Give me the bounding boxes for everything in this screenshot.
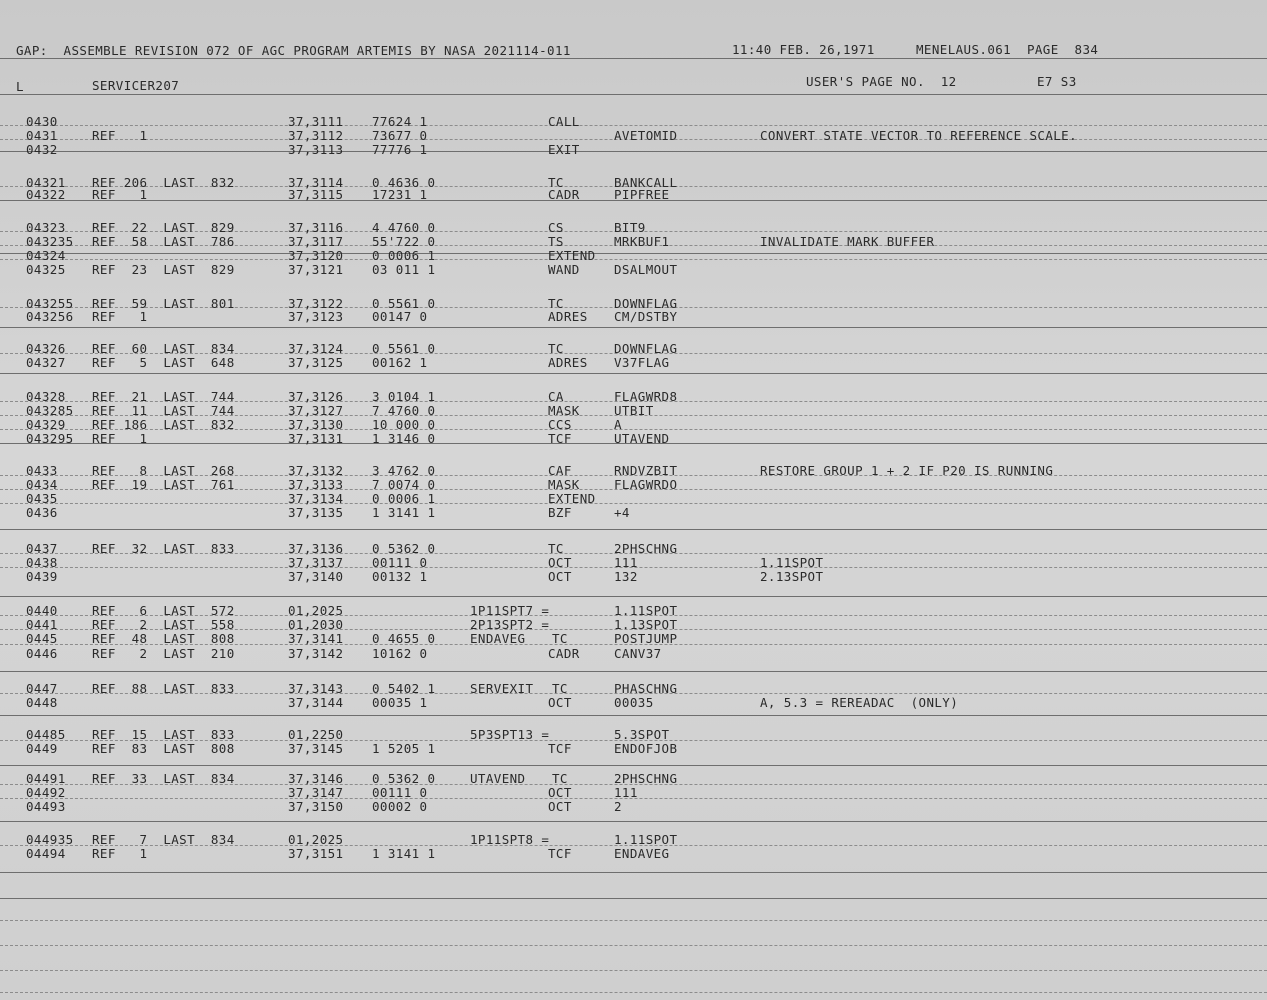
paper-rule (0, 253, 1267, 254)
row-loc: 04323 (26, 220, 66, 235)
row-loc: 04326 (26, 341, 66, 356)
row-word: 0 0006 1 (372, 248, 436, 263)
row-addr: 37,3147 (288, 785, 344, 800)
row-addr: 37,3135 (288, 505, 344, 520)
row-addr: 37,3133 (288, 477, 344, 492)
row-operand: 2 (614, 799, 622, 814)
row-operand: AVETOMID (614, 128, 678, 143)
row-operand: 2PHSCHNG (614, 771, 678, 786)
row-loc: 0439 (26, 569, 58, 584)
row-ref: REF 15 LAST 833 (92, 727, 235, 742)
row-ref: REF 58 LAST 786 (92, 234, 235, 249)
row-ref: REF 1 (92, 187, 148, 202)
row-op: EXTEND (548, 248, 596, 263)
row-loc: 0433 (26, 463, 58, 478)
row-operand: ENDAVEG (614, 846, 670, 861)
row-comment: 1.11SPOT (760, 555, 824, 570)
row-operand: UTBIT (614, 403, 654, 418)
row-loc: 04325 (26, 262, 66, 277)
row-loc: 043285 (26, 403, 74, 418)
row-op: TC (548, 341, 564, 356)
row-word: 1 5205 1 (372, 741, 436, 756)
row-op: CCS (548, 417, 572, 432)
row-operand: 132 (614, 569, 638, 584)
row-word: 0 5561 0 (372, 341, 436, 356)
row-addr: 37,3115 (288, 187, 344, 202)
row-loc: 0440 (26, 603, 58, 618)
row-loc: 0447 (26, 681, 58, 696)
row-op: TCF (548, 431, 572, 446)
row-addr: 37,3151 (288, 846, 344, 861)
row-ref: REF 11 LAST 744 (92, 403, 235, 418)
row-word: 00111 0 (372, 555, 428, 570)
row-ref: REF 83 LAST 808 (92, 741, 235, 756)
paper-rule-dashed (0, 125, 1267, 126)
row-op: TC (552, 631, 568, 646)
paper-rule (0, 327, 1267, 328)
row-word: 0 0006 1 (372, 491, 436, 506)
row-loc: 04491 (26, 771, 66, 786)
row-operand: CM/DSTBY (614, 309, 678, 324)
row-addr: 37,3134 (288, 491, 344, 506)
row-ref: REF 1 (92, 128, 148, 143)
row-addr: 37,3113 (288, 142, 344, 157)
row-word: 77624 1 (372, 114, 428, 129)
row-word: 00132 1 (372, 569, 428, 584)
row-loc: 04322 (26, 187, 66, 202)
row-op: TC (548, 175, 564, 190)
header-listing-info: MENELAUS.061 PAGE 834 (916, 42, 1099, 57)
row-operand: PHASCHNG (614, 681, 678, 696)
row-op: MASK (548, 477, 580, 492)
row-loc: 04494 (26, 846, 66, 861)
row-loc: 04493 (26, 799, 66, 814)
row-word: 0 4655 0 (372, 631, 436, 646)
row-op: CA (548, 389, 564, 404)
row-loc: 0441 (26, 617, 58, 632)
row-addr: 37,3140 (288, 569, 344, 584)
row-addr: 37,3131 (288, 431, 344, 446)
header-marker: L (16, 79, 24, 94)
row-word: 77776 1 (372, 142, 428, 157)
row-label: SERVEXIT (470, 681, 534, 696)
row-op: TCF (548, 846, 572, 861)
row-comment: RESTORE GROUP 1 + 2 IF P20 IS RUNNING (760, 463, 1054, 478)
row-ref: REF 2 LAST 558 (92, 617, 235, 632)
row-word: 0 4636 0 (372, 175, 436, 190)
row-op: OCT (548, 785, 572, 800)
row-op: TC (548, 296, 564, 311)
row-ref: REF 7 LAST 834 (92, 832, 235, 847)
row-addr: 37,3116 (288, 220, 344, 235)
row-word: 0 5362 0 (372, 541, 436, 556)
row-ref: REF 48 LAST 808 (92, 631, 235, 646)
row-word: 1 3141 1 (372, 846, 436, 861)
row-op: CS (548, 220, 564, 235)
row-ref: REF 22 LAST 829 (92, 220, 235, 235)
row-addr: 37,3132 (288, 463, 344, 478)
row-word: 4 4760 0 (372, 220, 436, 235)
paper-rule (0, 94, 1267, 95)
row-loc: 044935 (26, 832, 74, 847)
row-addr: 37,3120 (288, 248, 344, 263)
row-word: 73677 0 (372, 128, 428, 143)
row-operand: 1.13SPOT (614, 617, 678, 632)
paper-rule (0, 872, 1267, 873)
paper-rule (0, 529, 1267, 530)
row-ref: REF 32 LAST 833 (92, 541, 235, 556)
row-loc: 04492 (26, 785, 66, 800)
paper-rule-dashed (0, 259, 1267, 260)
row-addr: 37,3114 (288, 175, 344, 190)
row-loc: 04324 (26, 248, 66, 263)
paper-rule-dashed (0, 503, 1267, 504)
row-addr: 37,3121 (288, 262, 344, 277)
row-loc: 043256 (26, 309, 74, 324)
row-comment: 2.13SPOT (760, 569, 824, 584)
row-op: TC (552, 681, 568, 696)
row-addr: 37,3122 (288, 296, 344, 311)
row-op: OCT (548, 695, 572, 710)
row-addr: 37,3146 (288, 771, 344, 786)
row-loc: 0434 (26, 477, 58, 492)
row-loc: 0432 (26, 142, 58, 157)
row-word: 1 3146 0 (372, 431, 436, 446)
row-loc: 04328 (26, 389, 66, 404)
row-loc: 0438 (26, 555, 58, 570)
row-loc: 0431 (26, 128, 58, 143)
row-operand: MRKBUF1 (614, 234, 670, 249)
row-op: OCT (548, 555, 572, 570)
row-operand: PIPFREE (614, 187, 670, 202)
row-ref: REF 33 LAST 834 (92, 771, 235, 786)
row-word: 0 5362 0 (372, 771, 436, 786)
row-ref: REF 186 LAST 832 (92, 417, 235, 432)
row-ref: REF 6 LAST 572 (92, 603, 235, 618)
row-word: 10162 0 (372, 646, 428, 661)
row-operand: 111 (614, 555, 638, 570)
row-addr: 37,3125 (288, 355, 344, 370)
row-ref: REF 1 (92, 431, 148, 446)
row-addr: 37,3137 (288, 555, 344, 570)
row-label: ENDAVEG (470, 631, 526, 646)
row-operand: 5.3SPOT (614, 727, 670, 742)
paper-rule (0, 765, 1267, 766)
row-op: TC (552, 771, 568, 786)
row-op: ADRES (548, 355, 588, 370)
row-loc: 043255 (26, 296, 74, 311)
row-word: 00035 1 (372, 695, 428, 710)
row-addr: 37,3141 (288, 631, 344, 646)
row-word: 55'722 0 (372, 234, 436, 249)
row-addr: 01,2030 (288, 617, 344, 632)
paper-rule (0, 58, 1267, 59)
paper-rule (0, 596, 1267, 597)
row-label: 1P11SPT7 = (470, 603, 550, 618)
row-ref: REF 5 LAST 648 (92, 355, 235, 370)
row-ref: REF 206 LAST 832 (92, 175, 235, 190)
row-op: TCF (548, 741, 572, 756)
row-word: 0 5402 1 (372, 681, 436, 696)
row-operand: 111 (614, 785, 638, 800)
row-loc: 0437 (26, 541, 58, 556)
row-operand: +4 (614, 505, 630, 520)
row-addr: 01,2025 (288, 603, 344, 618)
paper-rule (0, 898, 1267, 899)
row-ref: REF 19 LAST 761 (92, 477, 235, 492)
row-addr: 37,3144 (288, 695, 344, 710)
row-ref: REF 21 LAST 744 (92, 389, 235, 404)
row-addr: 37,3136 (288, 541, 344, 556)
row-loc: 0446 (26, 646, 58, 661)
row-operand: POSTJUMP (614, 631, 678, 646)
row-loc: 04327 (26, 355, 66, 370)
paper-rule (0, 821, 1267, 822)
row-operand: UTAVEND (614, 431, 670, 446)
users-page-number: USER'S PAGE NO. 12 (806, 74, 957, 89)
row-loc: 0448 (26, 695, 58, 710)
row-loc: 043295 (26, 431, 74, 446)
row-word: 00111 0 (372, 785, 428, 800)
row-operand: 00035 (614, 695, 654, 710)
row-ref: REF 59 LAST 801 (92, 296, 235, 311)
row-loc: 0436 (26, 505, 58, 520)
row-operand: BIT9 (614, 220, 646, 235)
row-word: 1 3141 1 (372, 505, 436, 520)
row-ref: REF 2 LAST 210 (92, 646, 235, 661)
row-loc: 0445 (26, 631, 58, 646)
row-word: 3 0104 1 (372, 389, 436, 404)
paper-rule (0, 715, 1267, 716)
row-addr: 37,3143 (288, 681, 344, 696)
row-loc: 04321 (26, 175, 66, 190)
row-addr: 01,2250 (288, 727, 344, 742)
row-label: 2P13SPT2 = (470, 617, 550, 632)
row-word: 10 000 0 (372, 417, 436, 432)
row-word: 7 4760 0 (372, 403, 436, 418)
row-word: 00002 0 (372, 799, 428, 814)
paper-rule-dashed (0, 970, 1267, 971)
row-ref: REF 1 (92, 309, 148, 324)
row-op: OCT (548, 799, 572, 814)
row-operand: DOWNFLAG (614, 341, 678, 356)
row-operand: FLAGWRD8 (614, 389, 678, 404)
row-label: UTAVEND (470, 771, 526, 786)
row-op: EXIT (548, 142, 580, 157)
row-addr: 37,3150 (288, 799, 344, 814)
row-loc: 0449 (26, 741, 58, 756)
row-operand: BANKCALL (614, 175, 678, 190)
row-loc: 04485 (26, 727, 66, 742)
row-addr: 37,3111 (288, 114, 344, 129)
paper-rule (0, 671, 1267, 672)
row-operand: A (614, 417, 622, 432)
row-op: CAF (548, 463, 572, 478)
row-op: ADRES (548, 309, 588, 324)
row-op: EXTEND (548, 491, 596, 506)
row-comment: A, 5.3 = REREADAC (ONLY) (760, 695, 959, 710)
paper-rule (0, 373, 1267, 374)
paper-rule-dashed (0, 945, 1267, 946)
row-word: 3 4762 0 (372, 463, 436, 478)
row-operand: V37FLAG (614, 355, 670, 370)
row-op: BZF (548, 505, 572, 520)
row-ref: REF 23 LAST 829 (92, 262, 235, 277)
row-operand: 2PHSCHNG (614, 541, 678, 556)
paper-rule-dashed (0, 920, 1267, 921)
row-addr: 37,3124 (288, 341, 344, 356)
row-operand: DOWNFLAG (614, 296, 678, 311)
row-ref: REF 60 LAST 834 (92, 341, 235, 356)
row-op: MASK (548, 403, 580, 418)
row-loc: 043235 (26, 234, 74, 249)
row-addr: 37,3127 (288, 403, 344, 418)
row-operand: CANV37 (614, 646, 662, 661)
row-word: 03 011 1 (372, 262, 436, 277)
row-ref: REF 1 (92, 846, 148, 861)
row-word: 00147 0 (372, 309, 428, 324)
row-comment: INVALIDATE MARK BUFFER (760, 234, 935, 249)
row-op: TC (548, 541, 564, 556)
row-op: CALL (548, 114, 580, 129)
row-operand: DSALMOUT (614, 262, 678, 277)
row-word: 00162 1 (372, 355, 428, 370)
row-op: OCT (548, 569, 572, 584)
row-addr: 37,3123 (288, 309, 344, 324)
row-ref: REF 88 LAST 833 (92, 681, 235, 696)
row-addr: 37,3112 (288, 128, 344, 143)
header-codes: E7 S3 (1037, 74, 1077, 89)
row-addr: 37,3117 (288, 234, 344, 249)
row-operand: 1.11SPOT (614, 832, 678, 847)
row-word: 7 0074 0 (372, 477, 436, 492)
section-name: SERVICER207 (92, 78, 180, 93)
row-operand: ENDOFJOB (614, 741, 678, 756)
paper-rule-dashed (0, 992, 1267, 993)
row-addr: 37,3142 (288, 646, 344, 661)
paper-rule (0, 151, 1267, 152)
row-ref: REF 8 LAST 268 (92, 463, 235, 478)
row-op: WAND (548, 262, 580, 277)
header-title-line: GAP: ASSEMBLE REVISION 072 OF AGC PROGRAM ARTEMIS BY NASA 2021114-011 (16, 43, 571, 58)
row-addr: 01,2025 (288, 832, 344, 847)
header-timestamp: 11:40 FEB. 26,1971 (732, 42, 875, 57)
row-loc: 04329 (26, 417, 66, 432)
row-loc: 0430 (26, 114, 58, 129)
row-word: 0 5561 0 (372, 296, 436, 311)
row-label: 1P11SPT8 = (470, 832, 550, 847)
row-addr: 37,3145 (288, 741, 344, 756)
row-op: CADR (548, 646, 580, 661)
row-word: 17231 1 (372, 187, 428, 202)
row-op: TS (548, 234, 564, 249)
row-op: CADR (548, 187, 580, 202)
row-loc: 0435 (26, 491, 58, 506)
row-operand: FLAGWRDO (614, 477, 678, 492)
row-label: 5P3SPT13 = (470, 727, 550, 742)
row-addr: 37,3130 (288, 417, 344, 432)
row-comment: CONVERT STATE VECTOR TO REFERENCE SCALE. (760, 128, 1078, 143)
row-operand: 1.11SPOT (614, 603, 678, 618)
row-addr: 37,3126 (288, 389, 344, 404)
row-operand: RNDVZBIT (614, 463, 678, 478)
